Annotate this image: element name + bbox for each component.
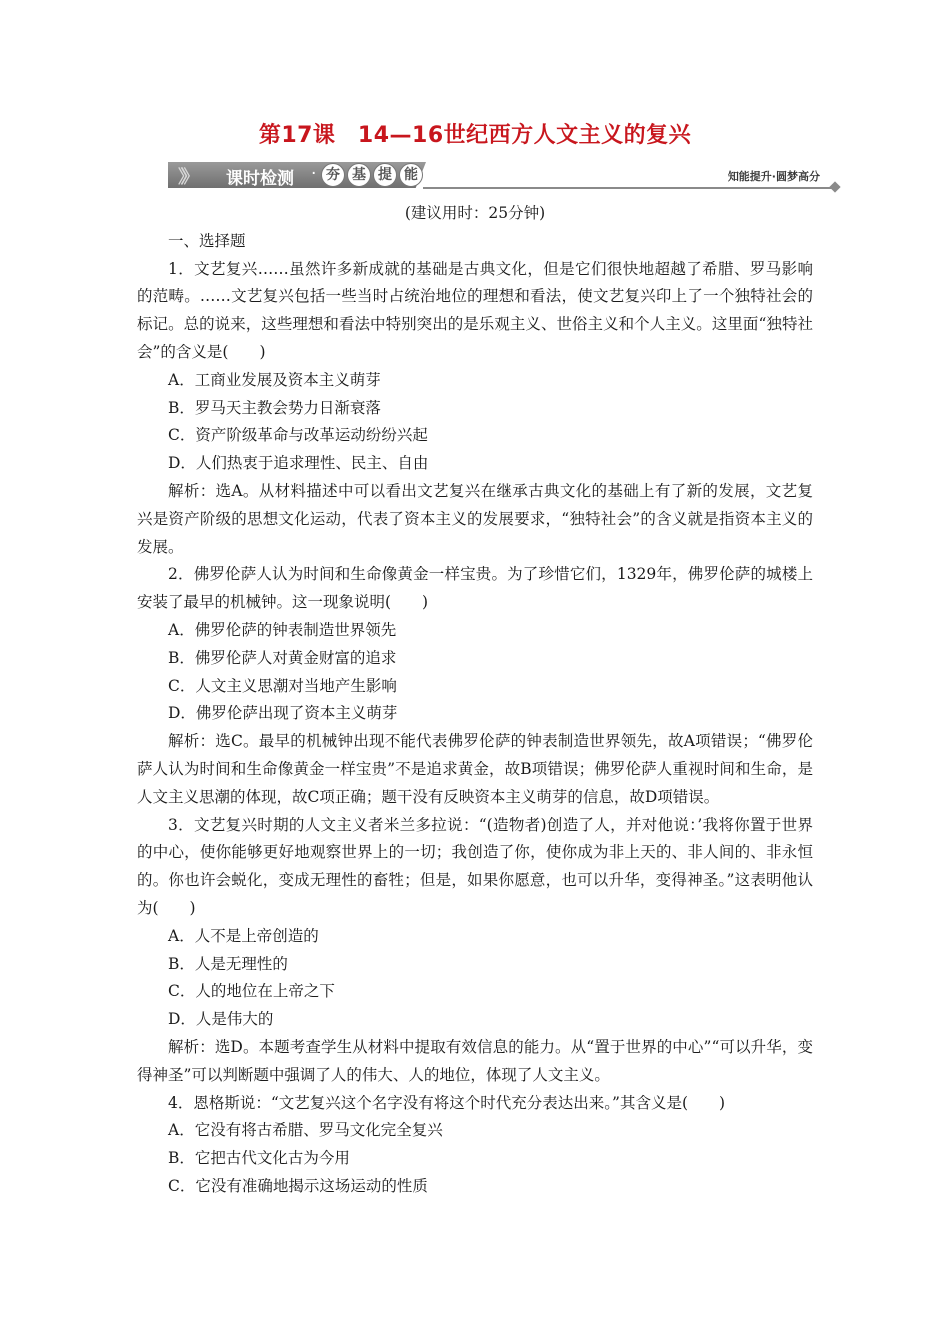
question-1-option-a: A．工商业发展及资本主义萌芽 bbox=[168, 370, 381, 389]
banner-label: 课时检测 bbox=[226, 169, 294, 189]
question-3-option-b: B．人是无理性的 bbox=[168, 954, 288, 973]
badge-3: 提 bbox=[373, 163, 397, 187]
badge-4: 能 bbox=[399, 163, 423, 187]
double-chevron-icon: 》》 bbox=[178, 167, 193, 188]
banner-dot: · bbox=[311, 164, 317, 184]
question-1-option-b: B．罗马天主教会势力日渐衰落 bbox=[168, 398, 381, 417]
question-1-analysis: 解析：选A。从材料描述中可以看出文艺复兴在继承古典文化的基础上有了新的发展，文艺复兴是资产阶级的思想文化运动，代表了资本主义的发展要求，“独特社会”的含义就是指资本主义的发展。 bbox=[137, 481, 813, 556]
banner-rule bbox=[423, 187, 835, 189]
time-hint: (建议用时：25分钟) bbox=[404, 204, 546, 222]
badge-1: 夯 bbox=[321, 163, 345, 187]
section-banner bbox=[168, 160, 840, 190]
question-3-analysis: 解析：选D。本题考查学生从材料中提取有效信息的能力。从“置于世界的中心”“可以升华，变得神圣”可以判断题中强调了人的伟大、人的地位，体现了人文主义。 bbox=[137, 1037, 813, 1084]
question-2-stem: 2．佛罗伦萨人认为时间和生命像黄金一样宝贵。为了珍惜它们，1329年，佛罗伦萨的城楼上安装了最早的机械钟。这一现象说明( ) bbox=[137, 565, 813, 612]
section-heading: 一、选择题 bbox=[168, 231, 246, 250]
question-2-option-d: D．佛罗伦萨出现了资本主义萌芽 bbox=[168, 704, 398, 723]
question-4-stem: 4．恩格斯说：“文艺复兴这个名字没有将这个时代充分表达出来。”其含义是( ) bbox=[168, 1093, 726, 1112]
question-3-option-a: A．人不是上帝创造的 bbox=[168, 926, 319, 945]
question-3-option-d: D．人是伟大的 bbox=[168, 1010, 274, 1029]
lesson-title: 第17课 14—16世纪西方人文主义的复兴 bbox=[258, 123, 692, 148]
question-1-option-d: D．人们热衷于追求理性、民主、自由 bbox=[168, 454, 429, 473]
question-1-stem: 1．文艺复兴……虽然许多新成就的基础是古典文化，但是它们很快地超越了希腊、罗马影响的范畴。……文艺复兴包括一些当时占统治地位的理想和看法，使文艺复兴印上了一个独特社会的标记。总的说来，这些理想和看法中特别突出的是乐观主义、世俗主义和个人主义。这里面“独特社会”的含义是( ) bbox=[137, 259, 813, 361]
banner-badges bbox=[321, 163, 423, 187]
question-2-option-c: C．人文主义思潮对当地产生影响 bbox=[168, 676, 397, 695]
badge-2: 基 bbox=[347, 163, 371, 187]
question-4-option-b: B．它把古代文化古为今用 bbox=[168, 1149, 350, 1168]
question-1-option-c: C．资产阶级革命与改革运动纷纷兴起 bbox=[168, 426, 428, 445]
question-4-option-c: C．它没有准确地揭示这场运动的性质 bbox=[168, 1176, 428, 1195]
question-4-option-a: A．它没有将古希腊、罗马文化完全复兴 bbox=[168, 1121, 443, 1140]
diamond-icon bbox=[829, 181, 840, 192]
question-2-analysis: 解析：选C。最早的机械钟出现不能代表佛罗伦萨的钟表制造世界领先，故A项错误；“佛罗伦萨人认为时间和生命像黄金一样宝贵”不是追求黄金，故B项错误；佛罗伦萨人重视时间和生命，是人文主义思潮的体现，故C项正确；题干没有反映资本主义萌芽的信息，故D项错误。 bbox=[137, 732, 813, 806]
question-3-stem: 3．文艺复兴时期的人文主义者米兰多拉说：“(造物者)创造了人，并对他说：’我将你置于世界的中心，使你能够更好地观察世界上的一切；我创造了你，使你成为非上天的、非人间的、非永恒的。你也许会蜕化，变成无理性的畜牲；但是，如果你愿意，也可以升华，变得神圣。”这表明他认为( ) bbox=[137, 815, 813, 917]
banner-slogan: 知能提升·圆梦高分 bbox=[727, 170, 820, 183]
document-body bbox=[137, 200, 813, 1201]
question-3-option-c: C．人的地位在上帝之下 bbox=[168, 982, 335, 1001]
question-2-option-b: B．佛罗伦萨人对黄金财富的追求 bbox=[168, 648, 397, 667]
question-2-option-a: A．佛罗伦萨的钟表制造世界领先 bbox=[168, 620, 397, 639]
